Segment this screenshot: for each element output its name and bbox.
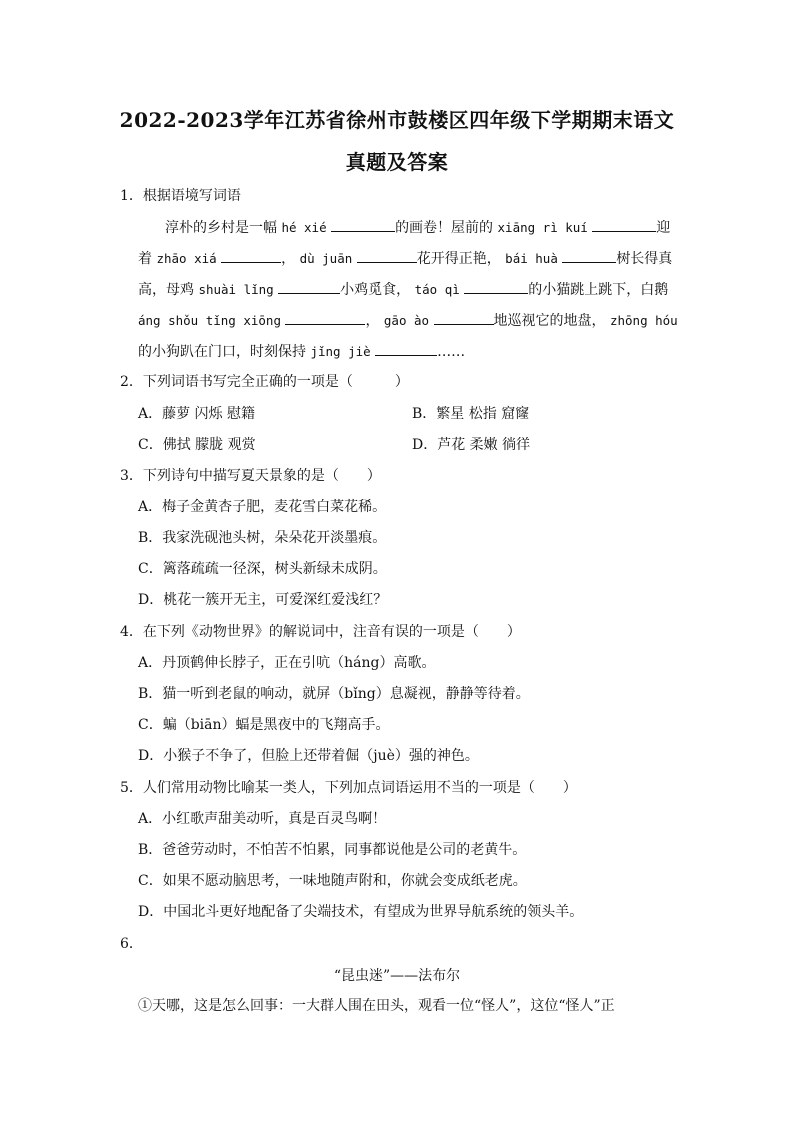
q6-number: 6． — [120, 936, 143, 952]
q6-passage-title: “昆虫迷”——法布尔 — [333, 968, 461, 984]
q4-option-c[interactable]: C．蝙（biān）蝠是黑夜中的飞翔高手。 — [138, 717, 390, 733]
answer-blank[interactable] — [562, 248, 616, 263]
pinyin-zhonghou: zhōng hóu — [609, 313, 678, 328]
q2-option-c[interactable]: C．佛拭 朦胧 观赏 — [138, 437, 256, 453]
q6-passage-paragraph1: ①天哪，这是怎么回事：一大群人围在田头，观看一位“怪人”，这位“怪人”正 — [138, 998, 615, 1014]
pinyin-xiangrikui: xiāng rì kuí — [497, 220, 588, 235]
q3-option-d[interactable]: D．桃花一簇开无主，可爱深红爱浅红？ — [138, 592, 388, 608]
q4-option-a[interactable]: A．丹顶鹤伸长脖子，正在引吭（háng）高歌。 — [138, 655, 436, 671]
q5-option-c[interactable]: C．如果不愿动脑思考，一味地随声附和，你就会变成纸老虎。 — [138, 873, 527, 889]
document-title-line2: 真题及答案 — [345, 150, 449, 174]
answer-blank[interactable] — [285, 310, 365, 325]
q1-line2: 着 zhāo xiá ， dù juān 花开得正艳， bái huà 树长得真 — [138, 248, 672, 269]
pinyin-zhaoxia: zhāo xiá — [156, 251, 217, 266]
q2-option-d[interactable]: D．芦花 柔嫩 徜徉 — [412, 437, 531, 453]
q5-stem: 5．人们常用动物比喻某一类人，下列加点词语运用不当的一项是（ ） — [120, 780, 577, 796]
q5-option-a[interactable]: A．小红歌声甜美动听，真是百灵鸟啊！ — [138, 811, 387, 827]
q4-option-b[interactable]: B．猫一听到老鼠的响动，就屏（bǐng）息凝视，静静等待着。 — [138, 686, 530, 702]
q1-line5: 的小狗趴在门口，时刻保持 jǐng jiè …… — [138, 341, 465, 362]
answer-blank[interactable] — [464, 279, 528, 294]
answer-blank[interactable] — [331, 217, 395, 232]
pinyin-jingjie: jǐng jiè — [310, 344, 371, 359]
q1-stem: 1．根据语境写词语 — [120, 188, 241, 204]
pinyin-shuailing: shuài lǐng — [198, 282, 274, 297]
pinyin-baihua: bái huà — [505, 251, 558, 266]
q1-line1: 淳朴的乡村是一幅 hé xié 的画卷！屋前的 xiāng rì kuí 迎 — [165, 217, 670, 238]
q2-option-b[interactable]: B．繁星 松指 窟窿 — [412, 406, 530, 422]
answer-blank[interactable] — [375, 341, 437, 356]
q1-line3: 高，母鸡 shuài lǐng 小鸡觅食， táo qì 的小猫跳上跳下，白鹅 — [138, 279, 668, 300]
q5-option-b[interactable]: B．爸爸劳动时，不怕苦不怕累，同事都说他是公司的老黄牛。 — [138, 842, 527, 858]
q4-stem: 4．在下列《动物世界》的解说词中，注音有误的一项是（ ） — [120, 624, 521, 640]
q4-option-d[interactable]: D．小猴子不争了，但脸上还带着倔（juè）强的神色。 — [138, 748, 479, 764]
q3-option-a[interactable]: A．梅子金黄杏子肥，麦花雪白菜花稀。 — [138, 499, 387, 515]
q3-stem: 3．下列诗句中描写夏天景象的是（ ） — [120, 468, 381, 484]
document-title-line1: 2022-2023学年江苏省徐州市鼓楼区四年级下学期期末语文 — [119, 108, 675, 132]
q1-line4: áng shǒu tǐng xiōng ， gāo ào 地巡视它的地盘， zhōng hóu — [138, 310, 678, 331]
pinyin-taoqi: táo qì — [414, 282, 460, 297]
q2-stem: 2．下列词语书写完全正确的一项是（ ） — [120, 374, 409, 390]
answer-blank[interactable] — [434, 310, 494, 325]
answer-blank[interactable] — [221, 248, 281, 263]
q5-option-d[interactable]: D．中国北斗更好地配备了尖端技术，有望成为世界导航系统的领头羊。 — [138, 904, 584, 920]
q2-option-a[interactable]: A．藤萝 闪烁 慰籍 — [138, 406, 256, 422]
pinyin-hexie: hé xié — [281, 220, 327, 235]
pinyin-gaoao: gāo ào — [383, 313, 430, 328]
q3-option-b[interactable]: B．我家洗砚池头树，朵朵花开淡墨痕。 — [138, 530, 387, 546]
answer-blank[interactable] — [357, 248, 417, 263]
pinyin-dujuan: dù juān — [299, 251, 353, 266]
answer-blank[interactable] — [278, 279, 340, 294]
answer-blank[interactable] — [592, 217, 656, 232]
pinyin-angshoutingxiong: áng shǒu tǐng xiōng — [138, 313, 281, 328]
q3-option-c[interactable]: C．篱落疏疏一径深，树头新绿未成阴。 — [138, 561, 387, 577]
